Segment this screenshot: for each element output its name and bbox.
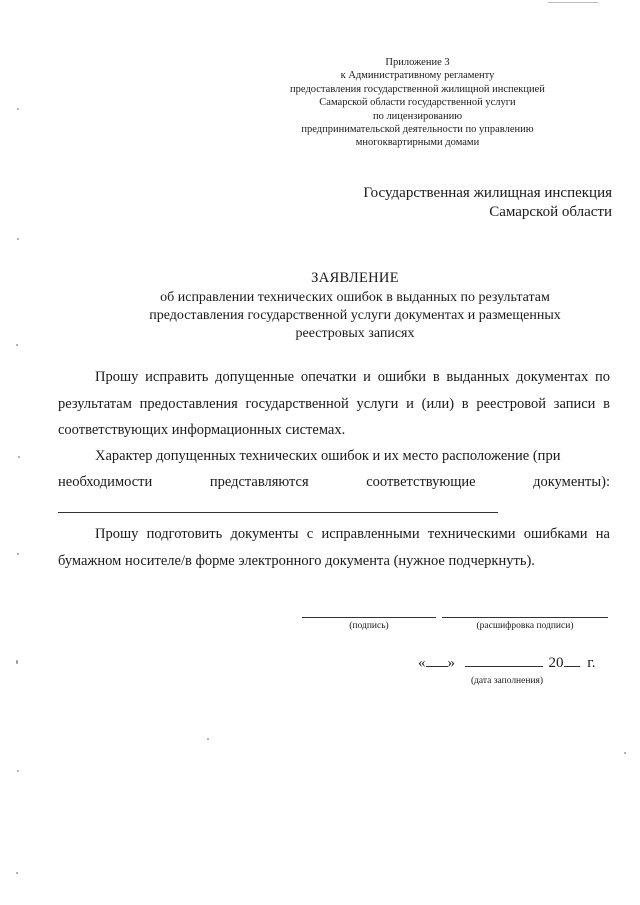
signature-decoding-line[interactable] (442, 617, 608, 618)
date-open-quote: « (418, 655, 426, 671)
signature-decoding-caption: (расшифровка подписи) (476, 621, 574, 631)
subtitle-line-3: реестровых записях (295, 326, 415, 341)
day-fill-line[interactable] (426, 654, 448, 667)
signature-line[interactable] (302, 617, 436, 618)
appendix-line: Самарской области государственной услуги (319, 97, 516, 109)
request-paragraph: Прошу исправить допущенные опечатки и ошибки в выданных документах по результатам предоставления государственной услуги и (или) в реестровой записи в соответствующих информационных системах. (58, 369, 610, 438)
appendix-header (240, 56, 595, 150)
signature-caption: (подпись) (349, 621, 389, 631)
errors-description-line-1: Характер допущенных технических ошибок и их место расположение (при (95, 448, 561, 464)
scan-dot (16, 660, 18, 664)
date-row (418, 654, 595, 672)
scan-dot (16, 344, 18, 346)
appendix-line: по лицензированию (372, 110, 463, 122)
appendix-line: предоставления государственной жилищной инспекцией (290, 83, 545, 95)
prepare-documents-paragraph: Прошу подготовить документы с исправленными техническими ошибками на бумажном носителе/в форме электронного документа (нужное подчеркнуть). (58, 526, 610, 569)
subtitle-line-2: предоставления государственной услуги документах и размещенных (149, 308, 561, 323)
scan-dot (17, 770, 19, 772)
appendix-line: Приложение 3 (385, 57, 450, 68)
scan-dot (16, 872, 18, 874)
date-caption: (дата заполнения) (470, 676, 544, 686)
scan-dot (207, 738, 209, 740)
scan-dot (17, 553, 19, 555)
scan-dot (17, 108, 19, 110)
appendix-line: многоквартирными домами (355, 137, 480, 149)
addressee-block (363, 184, 612, 222)
year-suffix: г. (587, 655, 596, 671)
scan-dot (18, 456, 20, 458)
date-close-quote: » (447, 655, 455, 671)
addressee-line-1: Государственная жилищная инспекция (363, 185, 612, 201)
appendix-line: предпринимательской деятельности по управлению (301, 124, 534, 136)
year-fill-line[interactable] (564, 654, 580, 667)
errors-description-line-2: необходимости представляются соответствующие документы): (58, 474, 610, 490)
scan-dot (17, 238, 19, 240)
document-title: ЗАЯВЛЕНИЕ (311, 270, 399, 286)
month-fill-line[interactable] (465, 654, 543, 667)
scan-dot (624, 752, 626, 754)
appendix-line: к Административному регламенту (340, 70, 495, 82)
addressee-line-2: Самарской области (489, 204, 612, 220)
errors-fill-line[interactable] (58, 512, 498, 513)
document-subtitle (80, 289, 630, 343)
year-prefix: 20 (548, 655, 564, 671)
subtitle-line-1: об исправлении технических ошибок в выданных по результатам (160, 290, 550, 305)
scan-edge-mark (548, 2, 598, 3)
